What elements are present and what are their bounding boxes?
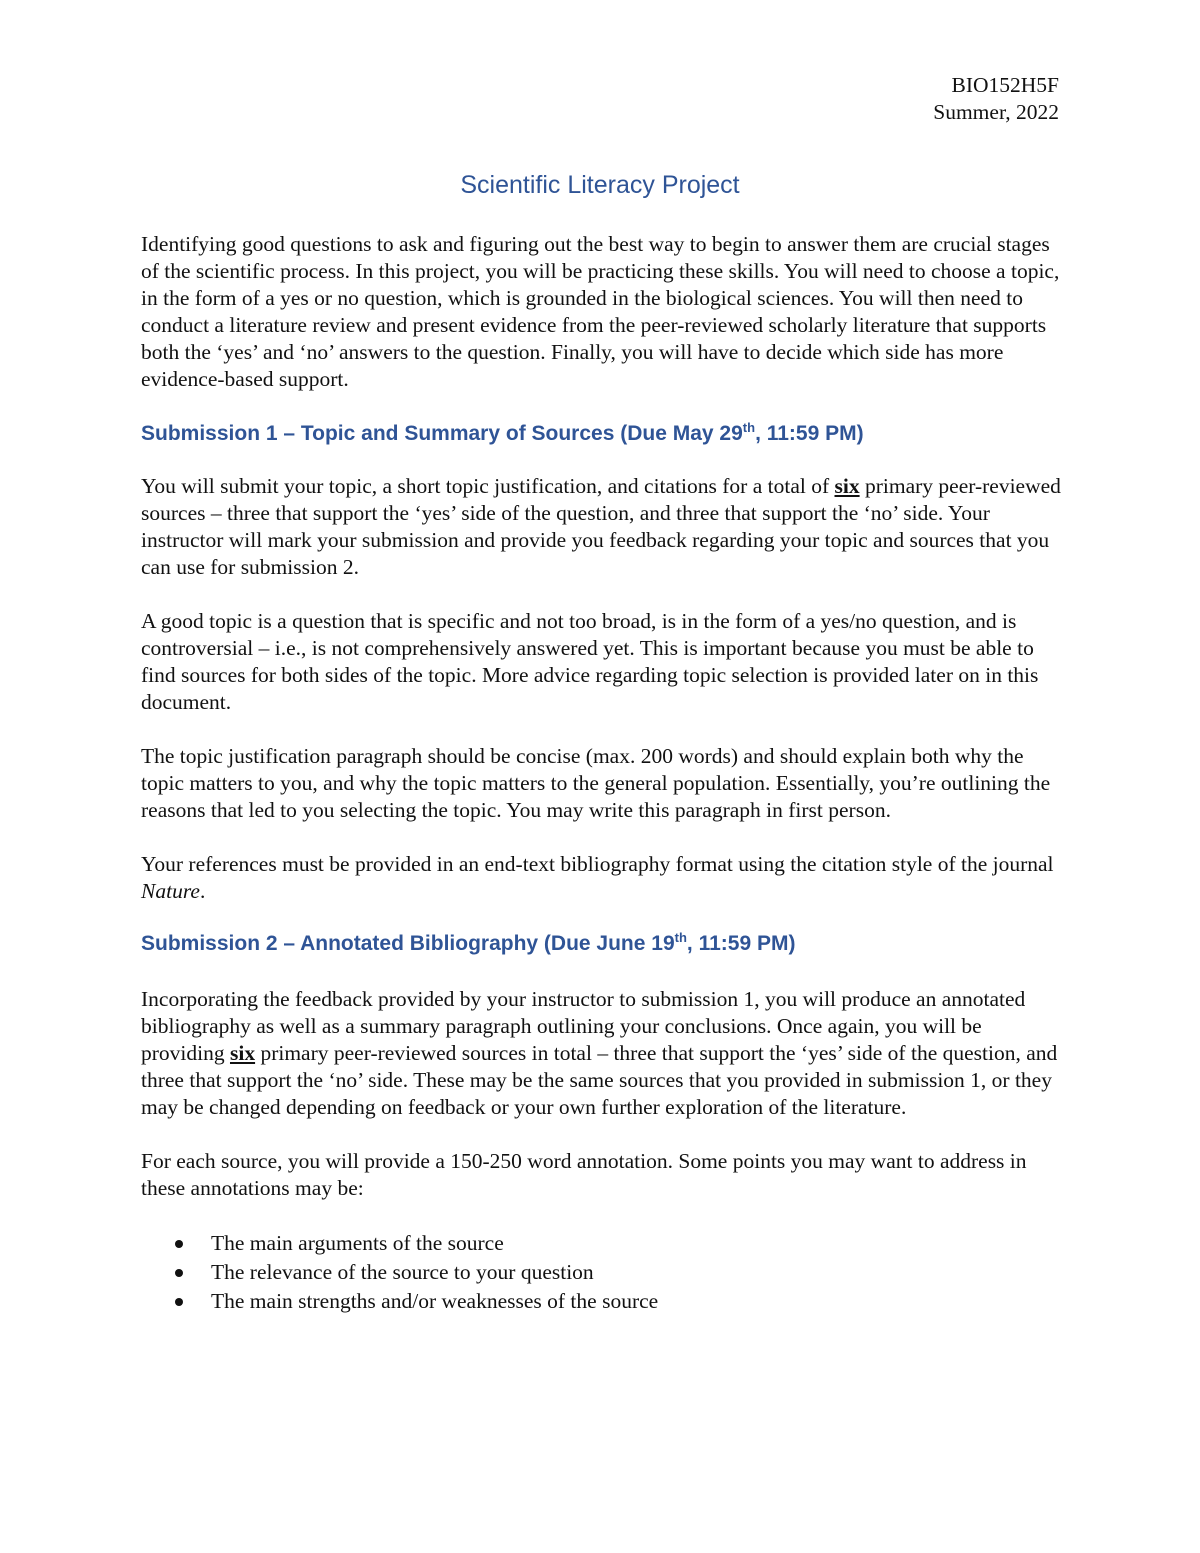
six-emphasis: six — [834, 474, 860, 498]
term-label: Summer, 2022 — [933, 100, 1059, 124]
submission2-heading-sup: th — [674, 930, 687, 945]
submission1-p1-text: You will submit your topic, a short topic justification, and citations for a total of — [141, 474, 835, 498]
submission2-heading — [141, 923, 1061, 959]
list-item — [141, 1287, 1061, 1316]
submission1-paragraph-2: A good topic is a question that is specific and not too broad, is in the form of a yes/no question, and is controversial – i.e., is not comprehensively answered yet. This is important because you must be able to find sources for both sides of the topic. More advice regarding topic selection is provided later on in this document. — [141, 609, 1039, 714]
bullet-icon — [175, 1298, 183, 1306]
submission1-heading — [141, 413, 1061, 449]
course-code: BIO152H5F — [951, 73, 1059, 97]
document-title: Scientific Literacy Project — [460, 171, 740, 199]
annotation-points-list — [141, 1229, 1061, 1316]
submission1-p4-tail: . — [199, 879, 206, 903]
submission2-heading-text: Submission 2 – Annotated Bibliography (Due June 19 — [141, 932, 675, 955]
submission2-paragraph-2: For each source, you will provide a 150-250 word annotation. Some points you may want to address in these annotations may be: — [141, 1149, 1027, 1200]
document-body — [141, 231, 1061, 1316]
journal-name: Nature — [141, 879, 200, 903]
submission1-p1-tail: primary peer-reviewed sources – three that support the ‘yes’ side of the question, and three that support the ‘no’ side. Your instructor will mark your submission and provide you feedback regarding your topic and sources that you can use for submission 2. — [141, 474, 1061, 579]
submission1-p4-text: Your references must be provided in an end-text bibliography format using the citation style of the journal — [141, 852, 1054, 876]
list-item — [141, 1229, 1061, 1258]
submission2-paragraph-1 — [141, 986, 1061, 1121]
document-header — [933, 72, 1059, 126]
submission1-paragraph-4 — [141, 851, 1061, 905]
intro-paragraph: Identifying good questions to ask and figuring out the best way to begin to answer them are crucial stages of the scientific process. In this project, you will be practicing these skills. You will need to choose a topic, in the form of a yes or no question, which is grounded in the biological sciences. You will then need to conduct a literature review and present evidence from the peer-reviewed scholarly literature that supports both the ‘yes’ and ‘no’ answers to the question. Finally, you will have to decide which side has more evidence-based support. — [141, 232, 1060, 391]
submission1-heading-text: Submission 1 – Topic and Summary of Sources (Due May 29 — [141, 422, 743, 445]
list-item-text: The main strengths and/or weaknesses of the source — [211, 1289, 659, 1313]
bullet-icon — [175, 1240, 183, 1248]
six-emphasis: six — [229, 1041, 256, 1065]
submission1-paragraph-1 — [141, 473, 1061, 581]
submission2-heading-tail: , 11:59 PM) — [686, 932, 796, 955]
list-item — [141, 1258, 1061, 1287]
submission1-heading-sup: th — [742, 420, 756, 435]
submission1-heading-tail: , 11:59 PM) — [755, 422, 864, 445]
submission1-paragraph-3: The topic justification paragraph should be concise (max. 200 words) and should explain both why the topic matters to you, and why the topic matters to the general population. Essentially, you’re outlining the reasons that led to you selecting the topic. You may write this paragraph in first person. — [141, 744, 1051, 822]
list-item-text: The relevance of the source to your question — [211, 1260, 594, 1284]
bullet-icon — [175, 1269, 183, 1277]
submission2-p1-text: Incorporating the feedback provided by your instructor to submission 1, you will produce an annotated bibliography as well as a summary paragraph outlining your conclusions. Once again, you will be providing — [141, 987, 1026, 1065]
submission2-p1-tail: primary peer-reviewed sources in total – three that support the ‘yes’ side of the question, and three that support the ‘no’ side. These may be the same sources that you provided in submission 1, or they may be changed depending on feedback or your own further exploration of the literature. — [141, 1041, 1058, 1119]
list-item-text: The main arguments of the source — [211, 1231, 504, 1255]
